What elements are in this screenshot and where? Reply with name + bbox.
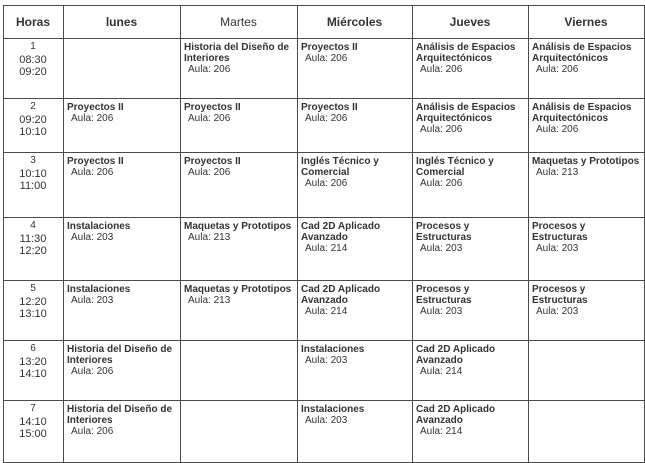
subject-name: Análisis de Espacios Arquitectónicos bbox=[532, 102, 632, 124]
period-number: 3 bbox=[30, 155, 36, 166]
grid-row-line bbox=[3, 340, 645, 341]
class-cell bbox=[416, 102, 526, 135]
classroom-label: Aula: 203 bbox=[420, 306, 463, 317]
classroom-label: Aula: 206 bbox=[305, 53, 348, 64]
class-cell bbox=[184, 221, 295, 243]
period-number: 6 bbox=[30, 343, 36, 354]
time-slot bbox=[3, 343, 63, 381]
subject-name: Proyectos II bbox=[301, 42, 358, 53]
grid-row-line bbox=[3, 98, 645, 99]
classroom-label: Aula: 214 bbox=[420, 366, 463, 377]
time-slot bbox=[3, 101, 63, 139]
classroom-label: Aula: 206 bbox=[305, 178, 348, 189]
start-time: 09:20 bbox=[19, 113, 47, 126]
classroom-label: Aula: 206 bbox=[188, 113, 231, 124]
class-cell bbox=[67, 284, 178, 306]
class-cell bbox=[301, 102, 410, 124]
class-cell bbox=[301, 404, 410, 426]
class-cell bbox=[416, 404, 526, 437]
class-cell bbox=[301, 156, 410, 189]
classroom-label: Aula: 206 bbox=[536, 64, 579, 75]
classroom-label: Aula: 213 bbox=[188, 295, 231, 306]
classroom-label: Aula: 206 bbox=[71, 167, 114, 178]
class-cell bbox=[184, 156, 295, 178]
end-time: 11:00 bbox=[19, 180, 47, 192]
end-time: 13:10 bbox=[19, 308, 47, 320]
start-time: 11:30 bbox=[19, 232, 47, 245]
period-number: 5 bbox=[30, 283, 36, 294]
classroom-label: Aula: 203 bbox=[420, 243, 463, 254]
class-cell bbox=[416, 221, 526, 254]
grid-col-line bbox=[297, 5, 298, 463]
period-number: 2 bbox=[30, 101, 36, 112]
header-martes: Martes bbox=[220, 14, 257, 29]
classroom-label: Aula: 206 bbox=[420, 124, 463, 135]
subject-name: Análisis de Espacios Arquitectónicos bbox=[416, 102, 516, 124]
classroom-label: Aula: 206 bbox=[420, 178, 463, 189]
subject-name: Cad 2D Aplicado Avanzado bbox=[301, 284, 381, 306]
classroom-label: Aula: 206 bbox=[188, 167, 231, 178]
subject-name: Proyectos II bbox=[67, 102, 124, 113]
classroom-label: Aula: 203 bbox=[71, 232, 114, 243]
class-cell bbox=[184, 42, 295, 75]
subject-name: Procesos y Estructuras bbox=[532, 284, 588, 306]
class-cell bbox=[184, 102, 295, 124]
header-lunes: lunes bbox=[105, 14, 138, 29]
period-number: 4 bbox=[30, 220, 36, 231]
class-cell bbox=[532, 284, 642, 317]
classroom-label: Aula: 206 bbox=[420, 64, 463, 75]
class-cell bbox=[301, 344, 410, 366]
subject-name: Cad 2D Aplicado Avanzado bbox=[301, 221, 381, 243]
grid-col-line bbox=[528, 5, 529, 463]
subject-name: Historia del Diseño de Interiores bbox=[184, 42, 290, 64]
time-slot bbox=[3, 41, 63, 79]
period-number: 7 bbox=[30, 403, 36, 414]
classroom-label: Aula: 203 bbox=[71, 295, 114, 306]
grid-col-line bbox=[63, 5, 64, 463]
subject-name: Proyectos II bbox=[67, 156, 124, 167]
header-horas: Horas bbox=[15, 14, 50, 29]
grid-row-line bbox=[3, 38, 645, 39]
classroom-label: Aula: 203 bbox=[305, 355, 348, 366]
classroom-label: Aula: 206 bbox=[536, 124, 579, 135]
subject-name: Proyectos II bbox=[184, 102, 241, 113]
subject-name: Análisis de Espacios Arquitectónicos bbox=[532, 42, 632, 64]
subject-name: Procesos y Estructuras bbox=[532, 221, 588, 243]
subject-name: Instalaciones bbox=[67, 284, 131, 295]
end-time: 09:20 bbox=[19, 66, 47, 78]
grid-row-line bbox=[3, 280, 645, 281]
class-cell bbox=[67, 156, 178, 178]
classroom-label: Aula: 214 bbox=[305, 306, 348, 317]
header-jueves: Jueves bbox=[449, 14, 491, 29]
start-time: 14:10 bbox=[19, 415, 47, 428]
start-time: 08:30 bbox=[19, 53, 47, 66]
subject-name: Análisis de Espacios Arquitectónicos bbox=[416, 42, 516, 64]
time-slot bbox=[3, 155, 63, 193]
end-time: 15:00 bbox=[19, 428, 47, 440]
classroom-label: Aula: 214 bbox=[305, 243, 348, 254]
class-cell bbox=[416, 156, 526, 189]
period-number: 1 bbox=[30, 41, 36, 52]
subject-name: Maquetas y Prototipos bbox=[532, 156, 640, 167]
classroom-label: Aula: 203 bbox=[536, 306, 579, 317]
subject-name: Proyectos II bbox=[184, 156, 241, 167]
subject-name: Cad 2D Aplicado Avanzado bbox=[416, 344, 496, 366]
class-cell bbox=[301, 284, 410, 317]
subject-name: Cad 2D Aplicado Avanzado bbox=[416, 404, 496, 426]
class-cell bbox=[532, 102, 642, 135]
classroom-label: Aula: 206 bbox=[71, 113, 114, 124]
time-slot bbox=[3, 403, 63, 441]
subject-name: Instalaciones bbox=[67, 221, 131, 232]
classroom-label: Aula: 213 bbox=[188, 232, 231, 243]
grid-row-line bbox=[3, 400, 645, 401]
subject-name: Maquetas y Prototipos bbox=[184, 221, 292, 232]
subject-name: Inglés Técnico y Comercial bbox=[416, 156, 494, 178]
end-time: 12:20 bbox=[19, 245, 47, 257]
subject-name: Historia del Diseño de Interiores bbox=[67, 344, 173, 366]
classroom-label: Aula: 206 bbox=[71, 366, 114, 377]
grid-col-line bbox=[180, 5, 181, 463]
subject-name: Maquetas y Prototipos bbox=[184, 284, 292, 295]
subject-name: Inglés Técnico y Comercial bbox=[301, 156, 379, 178]
start-time: 13:20 bbox=[19, 355, 47, 368]
subject-name: Instalaciones bbox=[301, 344, 365, 355]
grid-col-line bbox=[412, 5, 413, 463]
class-cell bbox=[532, 221, 642, 254]
class-cell bbox=[67, 344, 178, 377]
classroom-label: Aula: 206 bbox=[71, 426, 114, 437]
classroom-label: Aula: 203 bbox=[536, 243, 579, 254]
class-cell bbox=[416, 284, 526, 317]
end-time: 14:10 bbox=[19, 368, 47, 380]
classroom-label: Aula: 213 bbox=[536, 167, 579, 178]
classroom-label: Aula: 214 bbox=[420, 426, 463, 437]
subject-name: Procesos y Estructuras bbox=[416, 284, 472, 306]
classroom-label: Aula: 206 bbox=[188, 64, 231, 75]
subject-name: Instalaciones bbox=[301, 404, 365, 415]
classroom-label: Aula: 203 bbox=[305, 415, 348, 426]
subject-name: Historia del Diseño de Interiores bbox=[67, 404, 173, 426]
time-slot bbox=[3, 283, 63, 321]
subject-name: Proyectos II bbox=[301, 102, 358, 113]
start-time: 10:10 bbox=[19, 167, 47, 180]
class-cell bbox=[532, 156, 642, 178]
class-cell bbox=[301, 42, 410, 64]
class-cell bbox=[67, 404, 178, 437]
header-miércoles: Miércoles bbox=[326, 14, 383, 29]
class-cell bbox=[416, 344, 526, 377]
end-time: 10:10 bbox=[19, 126, 47, 138]
classroom-label: Aula: 206 bbox=[305, 113, 348, 124]
header-viernes: Viernes bbox=[564, 14, 608, 29]
grid-row-line bbox=[3, 152, 645, 153]
class-cell bbox=[184, 284, 295, 306]
grid-row-line bbox=[3, 217, 645, 218]
class-cell bbox=[67, 102, 178, 124]
class-cell bbox=[416, 42, 526, 75]
start-time: 12:20 bbox=[19, 295, 47, 308]
subject-name: Procesos y Estructuras bbox=[416, 221, 472, 243]
class-cell bbox=[532, 42, 642, 75]
time-slot bbox=[3, 220, 63, 258]
class-cell bbox=[67, 221, 178, 243]
class-cell bbox=[301, 221, 410, 254]
